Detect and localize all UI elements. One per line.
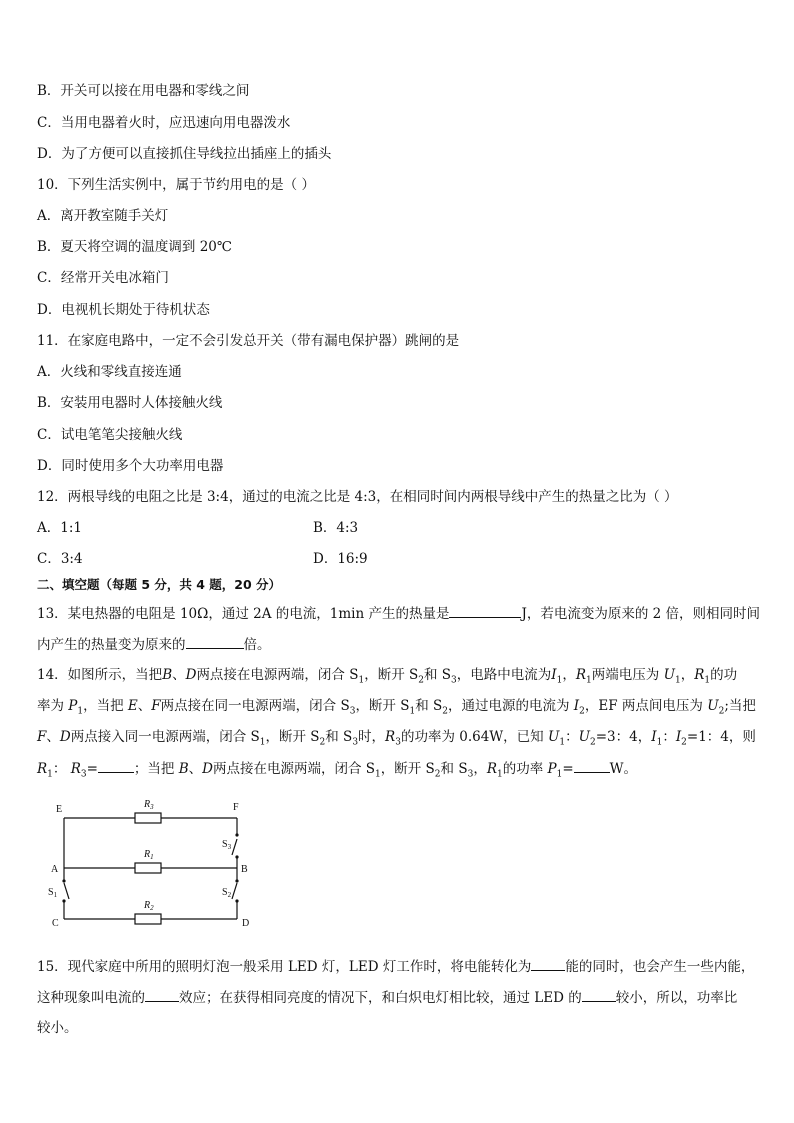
- q14-text: 两点接在电源两端，闭合 S: [212, 761, 376, 777]
- q11-option-d: D．同时使用多个大功率用电器: [37, 458, 224, 474]
- q12-option-a: A．1:1: [37, 520, 82, 536]
- q14-text: 的功率为 0.64W，已知: [400, 729, 544, 745]
- q14-text: ，断开 S: [355, 698, 410, 714]
- q15-blank-1[interactable]: [531, 956, 565, 971]
- q9-option-b: B．开关可以接在用电器和零线之间: [37, 83, 250, 99]
- q15-blank-2[interactable]: [145, 987, 179, 1002]
- label-r2-letter: R: [144, 900, 151, 911]
- q14-text: =1：4，则: [686, 729, 756, 745]
- q10-option-c: C．经常开关电冰箱门: [37, 270, 169, 286]
- q14-text: =: [562, 761, 574, 777]
- q14-text: ，电路中电流为: [456, 667, 552, 683]
- q14-text: ，EF 两点间电压为: [584, 698, 703, 714]
- q14-text: ，通过电源的电流为: [448, 698, 570, 714]
- q12-option-d: D．16:9: [313, 551, 368, 567]
- q15-line3: 较小。: [37, 1020, 78, 1036]
- label-r2-sub: 2: [150, 904, 154, 912]
- q12-option-b: B．4:3: [313, 520, 359, 536]
- q11-option-c: C．试电笔笔尖接触火线: [37, 427, 183, 443]
- q14-blank-power[interactable]: [574, 758, 610, 773]
- node-label-d: D: [242, 918, 250, 929]
- q10-stem: 10．下列生活实例中，属于节约用电的是（ ）: [37, 177, 315, 193]
- q15-text-1: 15．现代家庭中所用的照明灯泡一般采用 LED 灯，LED 灯工作时，将电能转化为: [37, 959, 532, 975]
- q15-text-2: 能的同时，也会产生一些内能，: [565, 959, 755, 975]
- q10-option-d: D．电视机长期处于待机状态: [37, 302, 210, 318]
- node-label-b: B: [241, 864, 248, 875]
- q13-text-4: 倍。: [243, 637, 271, 653]
- q11-option-a: A．火线和零线直接连通: [37, 364, 182, 380]
- q13-line2: [37, 634, 271, 655]
- q14-text: 和 S: [325, 729, 353, 745]
- q15-line2: [37, 987, 737, 1008]
- q14-text: ，断开 S: [265, 729, 320, 745]
- label-r2: [143, 900, 154, 912]
- q15-text-5: 较小，所以，功率比: [615, 990, 738, 1006]
- label-s2: [222, 887, 232, 899]
- q14-text: 和 S: [424, 667, 452, 683]
- q14-text: ；当把: [133, 761, 175, 777]
- resistor-r1: [135, 863, 161, 873]
- label-s1-sub: 1: [53, 891, 58, 899]
- q14-text: ：: [52, 761, 67, 777]
- label-s3: [222, 839, 232, 851]
- node-label-e: E: [56, 804, 63, 815]
- q14-line2: 率为 $P_1$，当把 E、F两点接在同一电源两端，闭合 $S_3$，断开 $S_1$和 $S_2$，通过电源的电流为 $I_2$，EF 两点间电压为 $U_2$;当把: [37, 698, 756, 717]
- label-r1: [143, 849, 154, 861]
- q10-option-a: A．离开教室随手关灯: [37, 208, 169, 224]
- q10-option-b: B．夏天将空调的温度调到 20℃: [37, 239, 232, 255]
- label-s2-letter: S: [222, 887, 228, 898]
- label-s1-letter: S: [48, 887, 54, 898]
- q9-option-c: C．当用电器着火时，应迅速向用电器泼水: [37, 115, 291, 131]
- q14-text: 两点接入同一电源两端，闭合 S: [70, 729, 260, 745]
- section-heading-fill-in: 二、填空题（每题 5 分，共 4 题，20 分）: [37, 577, 282, 592]
- q15-blank-3[interactable]: [582, 987, 616, 1002]
- switch-s3: [232, 839, 237, 855]
- label-r3-sub: 3: [150, 803, 154, 811]
- q14-text: W。: [609, 761, 638, 777]
- switch-s2: [232, 883, 237, 899]
- node-label-f: F: [233, 802, 239, 813]
- q12-stem: 12．两根导线的电阻之比是 3:4，通过的电流之比是 4:3，在相同时间内两根导线中产生的热量之比为（ ）: [37, 489, 678, 505]
- q14-text: 的功率: [502, 761, 544, 777]
- q14-blank-ratio[interactable]: [98, 758, 134, 773]
- q11-option-b: B．安装用电器时人体接触火线: [37, 395, 223, 411]
- q14-text: 时，: [358, 729, 386, 745]
- resistor-r2: [135, 914, 161, 924]
- q14-line3: F、D两点接入同一电源两端，闭合 $S_1$，断开 $S_2$和 $S_3$时，$R_3$的功率为 0.64W，已知 $U_1$：$U_2=3$：4，$I_1$：$I_2=1$：4，则: [37, 729, 756, 748]
- q14-text: ，断开 S: [380, 761, 435, 777]
- q14-text: 当把: [728, 698, 756, 714]
- q13-text-1: 13．某电热器的电阻是 10Ω，通过 2A 的电流，1min 产生的热量是: [37, 606, 450, 622]
- q14-text: =3：4，: [595, 729, 652, 745]
- q14-line4: $R_1$： $R_3=$ ；当把 B、D两点接在电源两端，闭合 $S_1$，断开 $S_2$和 $S_3$，$R_1$的功率 $P_1= W$。: [37, 758, 637, 785]
- label-r3-letter: R: [144, 799, 151, 810]
- q15-text-3: 这种现象叫电流的: [37, 990, 145, 1006]
- resistor-r3: [135, 813, 161, 823]
- label-s1: [48, 887, 58, 899]
- circuit-diagram: [40, 795, 260, 930]
- q11-stem: 11．在家庭电路中，一定不会引发总开关（带有漏电保护器）跳闸的是: [37, 333, 460, 349]
- label-s2-sub: 2: [227, 891, 232, 899]
- label-r1-letter: R: [144, 849, 151, 860]
- q14-text: ，断开 S: [364, 667, 419, 683]
- q13-blank-2[interactable]: [186, 634, 244, 649]
- q13-line1: [37, 603, 760, 624]
- q15-text-4: 效应；在获得相同亮度的情况下，和白炽电灯相比较，通过 LED 的: [179, 990, 582, 1006]
- q14-text: 和 S: [415, 698, 443, 714]
- node-label-c: C: [52, 918, 59, 929]
- q14-text: 14．如图所示，当把: [37, 667, 163, 683]
- label-r1-sub: 1: [150, 853, 154, 861]
- node-label-a: A: [51, 864, 59, 875]
- q14-text: 两点接在电源两端，闭合 S: [196, 667, 359, 683]
- q9-option-d: D．为了方便可以直接抓住导线拉出插座上的插头: [37, 146, 332, 162]
- q14-text: 两端电压为: [591, 667, 660, 683]
- q14-text: 两点接在同一电源两端，闭合 S: [160, 698, 350, 714]
- q13-text-3: 内产生的热量变为原来的: [37, 637, 186, 653]
- label-s3-letter: S: [222, 839, 228, 850]
- q14-text: ，当把: [83, 698, 124, 714]
- q14-line1: 14．如图所示，当把B、D两点接在电源两端，闭合 $S_1$，断开 $S_2$和 $S_3$，电路中电流为$I_1$，$R_1$两端电压为 $U_1$，$R_1$的功: [37, 667, 738, 686]
- q14-text: 率为: [37, 698, 64, 714]
- q15-line1: [37, 956, 754, 977]
- label-r3: [143, 799, 154, 811]
- q14-text: =: [86, 761, 98, 777]
- q12-option-c: C．3:4: [37, 551, 83, 567]
- q14-text: 的功: [710, 667, 738, 683]
- label-s3-sub: 3: [227, 843, 232, 851]
- q13-text-2: J，若电流变为原来的 2 倍，则相同时间: [521, 606, 761, 622]
- q13-blank-1[interactable]: [449, 603, 521, 618]
- switch-s1: [64, 883, 69, 899]
- q14-text: 和 S: [440, 761, 468, 777]
